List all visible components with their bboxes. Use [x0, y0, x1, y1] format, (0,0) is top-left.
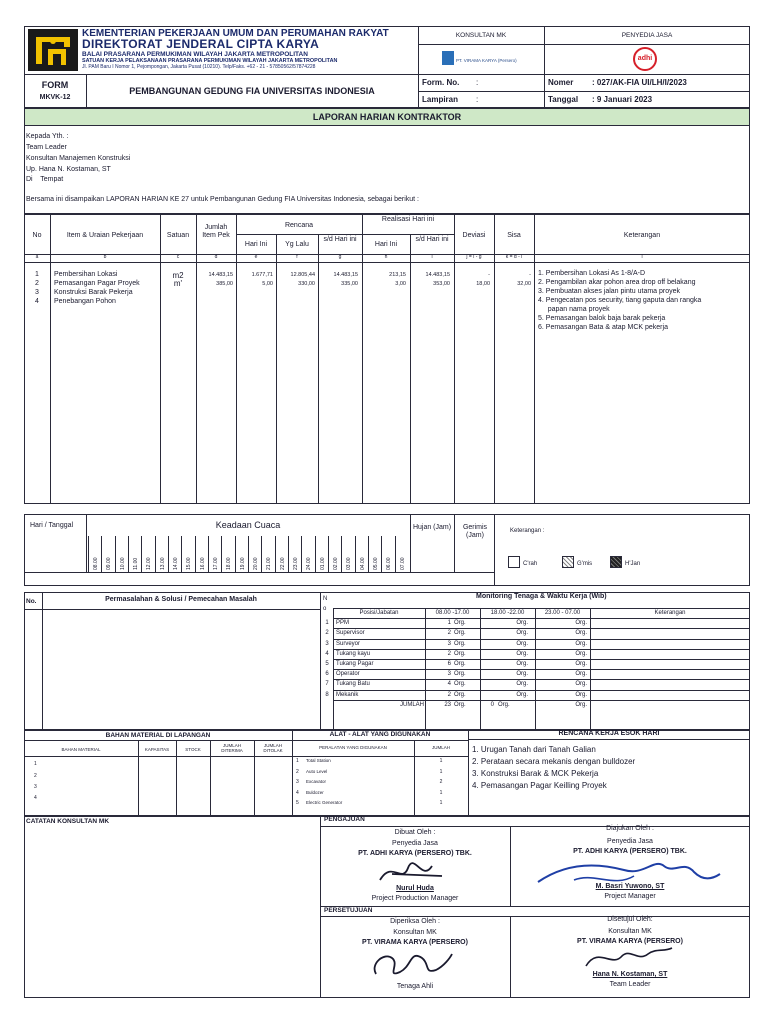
- sig-checked-by: Dibuat Oleh :: [394, 829, 436, 836]
- tool-row-name: Electric Generator: [306, 800, 343, 805]
- mp-total-2: 0: [490, 701, 494, 708]
- hour-label: 14.00: [173, 557, 179, 570]
- col-realisasi-hari: Hari Ini: [374, 241, 398, 248]
- legend-gerimis: G'mis: [577, 561, 593, 567]
- manpower-title: Monitoring Tenaga & Waktu Kerja (Wib): [476, 593, 607, 600]
- addressee-line: Kepada Yth. :: [26, 133, 69, 140]
- mp-row-unit-2: Org.: [516, 681, 528, 688]
- tool-row-name: Total Station: [306, 758, 331, 763]
- tool-row-qty: 1: [439, 768, 443, 775]
- mp-row-position: Tukang Pagar: [336, 661, 374, 667]
- row-no: 1: [35, 271, 39, 278]
- form-label: FORM: [41, 80, 69, 90]
- row-item: Penebangan Pohon: [54, 298, 116, 305]
- hour-label: 16.00: [199, 557, 206, 570]
- hour-label: 15.00: [186, 557, 193, 570]
- mp-row-unit: Org.: [454, 650, 466, 657]
- mp-row-count: 1: [447, 620, 451, 627]
- sig-approved-by: Disetujui Oleh:: [607, 916, 653, 923]
- mp-row-count: 2: [447, 691, 451, 698]
- mp-row-unit-3: Org.: [575, 681, 587, 688]
- hour-grid: [88, 536, 408, 572]
- material-row: 1: [34, 761, 37, 767]
- hour-cell: [101, 536, 114, 572]
- mp-row-unit: Org.: [454, 640, 466, 647]
- grid-line: [333, 649, 750, 650]
- mp-row-unit-3: Org.: [575, 671, 587, 678]
- ministry-name: KEMENTERIAN PEKERJAAN UMUM DAN PERUMAHAN RAKYAT: [82, 28, 389, 39]
- hour-cell: [328, 536, 341, 572]
- grid-line: [333, 659, 334, 669]
- mp-row-count: 2: [447, 650, 451, 657]
- sig-approved-name: Hana N. Kostaman, ST: [592, 971, 668, 978]
- sig-checked-role: Penyedia Jasa: [392, 840, 438, 847]
- mp-row-no: 5: [325, 661, 329, 667]
- hour-label: 20.00: [253, 557, 259, 570]
- hour-label: 17.00: [213, 557, 219, 570]
- tool-row-qty: 1: [439, 800, 443, 806]
- sig-reviewed-by: Diperiksa Oleh :: [390, 918, 440, 925]
- row-no: 4: [35, 298, 39, 305]
- mp-row-no: 2: [325, 630, 329, 637]
- col-ditolak: JUMLAH DITOLAK: [263, 743, 283, 754]
- grid-line: [333, 700, 750, 701]
- letter-i: i: [431, 254, 433, 260]
- grid-line: [333, 679, 750, 680]
- mp-row-unit: Org.: [454, 630, 466, 637]
- grid-line: [333, 669, 334, 679]
- tools-title: ALAT - ALAT YANG DIGUNAKAN: [329, 731, 431, 738]
- materials-title: BAHAN MATERIAL DI LAPANGAN: [105, 732, 211, 739]
- tool-row-no: 4: [296, 789, 299, 796]
- row-deviasi: 18,00: [476, 281, 490, 287]
- sig-checked-title: Project Production Manager: [371, 895, 459, 902]
- addressee-line: Up. Hana N. Kostaman, ST: [26, 166, 111, 173]
- tool-row-no: 1: [296, 758, 299, 764]
- directorate-name: DIREKTORAT JENDERAL CIPTA KARYA: [82, 37, 320, 51]
- row-sisa: -: [529, 272, 531, 278]
- hour-label: 02.00: [333, 557, 339, 570]
- tool-row-name: Auto Level: [306, 768, 328, 774]
- hour-label: 04.00: [359, 557, 366, 570]
- tool-row-name: Excavator: [306, 779, 327, 784]
- row-resd: 14.483,15: [425, 272, 450, 278]
- grid-line: [333, 690, 334, 700]
- satker-name: SATUAN KERJA PELAKSANAAN PRASARANA PERMUKIMAN WILAYAH JAKARTA METROPOLITAN: [82, 58, 338, 64]
- manpower-table: [320, 608, 750, 730]
- letter-f: f: [296, 254, 298, 260]
- form-code: MKVK-12: [39, 94, 71, 101]
- hour-cell: [261, 536, 274, 572]
- material-row: 2: [34, 773, 37, 779]
- manpower-o-label: o: [323, 606, 327, 612]
- plan-item: 1. Urugan Tanah dari Tanah Galian: [472, 745, 596, 754]
- addressee-line: Konsultan Manajemen Konstruksi: [26, 155, 131, 162]
- address: Jl. PAM Baru I Nomor 1, Pejompongan, Jakarta Pusat (10210). Telp/Faks. +62 - 21 - 57850562/57874228: [82, 64, 316, 70]
- hour-label: 11.00: [133, 557, 139, 570]
- letter-c: c: [176, 254, 180, 260]
- col-posisi: Posisi/Jabatan: [359, 610, 399, 616]
- hour-label: 23.00: [293, 557, 299, 570]
- hour-label: 01.00: [319, 557, 326, 570]
- addressee-line: Team Leader: [26, 144, 67, 151]
- mp-row-unit-2: Org.: [516, 630, 528, 637]
- col-mp-keterangan: Keterangan: [654, 610, 686, 616]
- material-row: 4: [34, 795, 37, 801]
- sig-reviewed-title: Tenaga Ahli: [396, 983, 434, 990]
- hour-cell: [168, 536, 181, 572]
- grid-line: [333, 639, 334, 649]
- col-rencana-lalu: Yg Lalu: [285, 241, 309, 248]
- tool-row-name: Buldozer: [306, 789, 324, 795]
- ministry-logo-icon: [28, 29, 78, 71]
- hour-label: 06.00: [386, 557, 393, 570]
- sig-submitted-role: Penyedia Jasa: [607, 838, 653, 845]
- mp-row-position: Supervisor: [336, 630, 365, 637]
- mp-row-unit-2: Org.: [516, 620, 528, 627]
- sig-submitted-name: M. Basri Yuwono, ST: [595, 883, 665, 890]
- grid-line: [333, 669, 750, 670]
- hour-cell: [141, 536, 154, 572]
- row-rhari: 5,00: [262, 281, 273, 287]
- lampiran-sep: :: [476, 95, 479, 104]
- mp-row-unit-2: Org.: [516, 640, 528, 647]
- col-item: Item & Uraian Pekerjaan: [66, 232, 144, 239]
- col-keterangan: Keterangan: [623, 232, 661, 239]
- form-no-label: Form. No.: [422, 78, 460, 87]
- mp-row-count: 4: [447, 681, 451, 688]
- letter-g: g: [338, 254, 342, 260]
- grid-line: [333, 659, 750, 660]
- grid-line: [333, 628, 334, 638]
- col-kapasitas: KAPASITAS: [144, 747, 170, 752]
- mp-row-position: Operator: [336, 671, 360, 678]
- mp-row-unit: Org.: [454, 681, 466, 688]
- hour-label: 03.00: [346, 557, 353, 570]
- tool-row-no: 2: [296, 768, 299, 775]
- col-rencana-sd: s/d Hari ini: [323, 236, 357, 243]
- sig-approved-company: PT. VIRAMA KARYA (PERSERO): [577, 938, 683, 945]
- mp-row-count: 3: [447, 671, 451, 678]
- col-tool-name: PERALATAN YANG DIGUNAKAN: [319, 745, 387, 750]
- mp-total-count: 23: [444, 701, 451, 708]
- mp-row-unit-2: Org.: [516, 661, 528, 667]
- mp-row-unit: Org.: [454, 661, 466, 667]
- mp-row-unit-3: Org.: [575, 650, 587, 657]
- row-sisa: 32,00: [517, 281, 531, 287]
- intro-text: Bersama ini disampaikan LAPORAN HARIAN KE 27 untuk Pembangunan Gedung FIA Universitas Indonesia, sebagai berikut :: [26, 196, 419, 203]
- form-no-sep: :: [476, 78, 479, 87]
- tool-row-no: 5: [296, 800, 299, 806]
- sig-approved-title: Team Leader: [609, 981, 651, 988]
- plan-item: 3. Konstruksi Barak & MCK Pekerja: [472, 769, 599, 778]
- consultant-label: KONSULTAN MK: [455, 32, 507, 39]
- mp-row-position: Surveyor: [336, 640, 361, 647]
- grid-line: [333, 618, 750, 619]
- signature-nurul-huda-icon: [372, 856, 452, 888]
- legend-hujan: H'Jan: [625, 561, 641, 567]
- hour-label: 08.00: [93, 557, 99, 570]
- mp-row-unit-3: Org.: [575, 691, 587, 698]
- col-shift-2: 18.00 -22.00: [490, 610, 525, 616]
- project-title: PEMBANGUNAN GEDUNG FIA UNIVERSITAS INDONESIA: [129, 86, 375, 96]
- hour-label: 10.00: [119, 557, 126, 570]
- tool-row-qty: 2: [439, 779, 443, 785]
- signature-hana-kostaman-icon: [578, 942, 678, 972]
- grid-line: [333, 649, 334, 659]
- mp-row-unit: Org.: [454, 671, 466, 678]
- row-rsd: 335,00: [341, 281, 358, 287]
- tool-row-no: 3: [296, 779, 299, 785]
- sig-submitted-by: Diajukan Oleh :: [606, 825, 654, 832]
- hour-cell: [248, 536, 261, 572]
- letter-h: h: [384, 254, 388, 260]
- mp-row-unit-3: Org.: [575, 630, 587, 637]
- hour-cell: [341, 536, 354, 572]
- mp-row-no: 8: [325, 691, 329, 698]
- material-row: 3: [34, 784, 37, 790]
- col-deviasi: Deviasi: [462, 232, 486, 239]
- row-rsd: 14.483,15: [333, 272, 358, 278]
- keterangan-line: 1. Pembersihan Lokasi As 1-8/A-D: [538, 270, 645, 277]
- row-satuan: m': [173, 279, 183, 288]
- mp-row-no: 1: [325, 620, 329, 627]
- grid-line: [333, 628, 750, 629]
- keterangan-line: 3. Pembuatan akses jalan pintu utama proyek: [538, 288, 681, 295]
- plan-item: 2. Perataan secara mekanis dengan bulldozer: [472, 757, 636, 766]
- row-jumlah: 385,00: [216, 281, 233, 287]
- hour-label: 13.00: [159, 557, 166, 570]
- col-satuan: Satuan: [166, 232, 190, 239]
- balai-name: BALAI PRASARANA PERMUKIMAN WILAYAH JAKARTA METROPOLITAN: [82, 51, 308, 58]
- hour-label: 05.00: [373, 557, 379, 570]
- row-rhari: 1.677,71: [251, 272, 273, 278]
- mp-row-no: 6: [325, 671, 329, 678]
- letter-l: l: [641, 254, 643, 260]
- letter-a: a: [35, 254, 39, 260]
- hour-cell: [288, 536, 301, 572]
- manpower-n-label: N: [323, 596, 328, 602]
- col-shift-3: 23.00 - 07.00: [544, 610, 581, 616]
- mp-row-unit: Org.: [454, 691, 466, 698]
- mp-total-label: JUMLAH: [399, 701, 424, 708]
- mp-row-unit: Org.: [454, 620, 466, 627]
- hour-cell: [315, 536, 328, 572]
- hour-cell: [208, 536, 221, 572]
- tool-row-qty: 1: [439, 758, 443, 764]
- sig-checked-name: Nurul Huda: [396, 885, 434, 892]
- gerimis-label: Gerimis (Jam): [462, 524, 488, 540]
- catatan-title: CATATAN KONSULTAN MK: [26, 818, 110, 825]
- mp-total-unit-3: Org.: [575, 701, 587, 708]
- row-item: Pembersihan Lokasi: [54, 271, 118, 278]
- col-sisa: Sisa: [507, 232, 521, 239]
- report-title: LAPORAN HARIAN KONTRAKTOR: [312, 112, 462, 122]
- hour-cell: [195, 536, 208, 572]
- col-realisasi-sd: s/d Hari ini: [415, 236, 449, 243]
- mp-row-no: 3: [325, 640, 329, 647]
- hari-tanggal-label: Hari / Tanggal: [30, 522, 74, 529]
- lampiran-label: Lampiran: [422, 95, 459, 104]
- weather-keterangan-label: Keterangan :: [510, 528, 545, 534]
- mp-row-count: 3: [447, 640, 451, 647]
- hour-cell: [221, 536, 234, 572]
- keterangan-line: papan nama proyek: [538, 306, 610, 313]
- plan-title: RENCANA KERJA ESOK HARI: [558, 730, 660, 737]
- mp-row-position: Tukang kayu: [336, 650, 371, 657]
- row-rlalu: 330,00: [298, 281, 315, 287]
- keterangan-line: 5. Pemasangan balok baja barak pekerja: [538, 315, 666, 322]
- hour-cell: [155, 536, 168, 572]
- adhi-logo-text: adhi: [637, 55, 653, 62]
- row-jumlah: 14.483,15: [208, 272, 233, 278]
- row-satuan: m2: [172, 271, 184, 280]
- row-rehari: 213,15: [389, 272, 406, 278]
- addressee-line: Di Tempat: [26, 176, 64, 183]
- hour-label: 07.00: [399, 557, 406, 570]
- pengajuan-title: PENGAJUAN: [324, 816, 365, 823]
- weather-title: Keadaan Cuaca: [215, 520, 281, 530]
- nomer-value: : 027/AK-FIA UI/LH/I/2023: [592, 78, 687, 87]
- sig-submitted-company: PT. ADHI KARYA (PERSERO) TBK.: [573, 848, 687, 855]
- col-bahan: BAHAN MATERIAL: [61, 747, 101, 752]
- persetujuan-title: PERSETUJUAN: [324, 907, 373, 914]
- mp-row-unit-3: Org.: [575, 661, 587, 667]
- tools-list: [292, 758, 468, 816]
- mp-total-unit: Org.: [454, 701, 466, 708]
- mp-row-no: 7: [325, 681, 329, 688]
- mp-row-position: Mekanik: [336, 691, 359, 698]
- letter-b: b: [103, 254, 107, 260]
- col-shift-1: 08.00 -17.00: [435, 610, 470, 616]
- grid-line: [333, 618, 334, 628]
- hour-cell: [115, 536, 128, 572]
- col-rencana: Rencana: [284, 222, 314, 229]
- hour-cell: [181, 536, 194, 572]
- hour-cell: [88, 536, 101, 572]
- plan-item: 4. Pemasangan Pagar Keilling Proyek: [472, 781, 607, 790]
- hour-cell: [381, 536, 394, 572]
- letter-j: j = i - g: [466, 254, 482, 260]
- col-no: No: [32, 232, 42, 239]
- hour-label: 22.00: [279, 557, 286, 570]
- keterangan-line: 2. Pengambilan akar pohon area drop off belakang: [538, 279, 696, 286]
- mp-row-unit-3: Org.: [575, 640, 587, 647]
- row-item: Konstruksi Barak Pekerja: [54, 289, 133, 296]
- hour-label: 18.00: [226, 557, 233, 570]
- mp-row-unit-2: Org.: [516, 650, 528, 657]
- sig-reviewed-role: Konsultan MK: [393, 929, 437, 936]
- tanggal-label: Tanggal: [548, 95, 579, 104]
- sig-approved-role: Konsultan MK: [608, 928, 652, 935]
- sig-checked-company: PT. ADHI KARYA (PERSERO) TBK.: [358, 850, 472, 857]
- mp-row-position: Tukang Batu: [336, 681, 370, 688]
- hour-cell: [235, 536, 248, 572]
- mp-row-position: PPM: [336, 620, 350, 627]
- keterangan-line: 4. Pengecatan pos security, tiang gaputa dan rangka: [538, 297, 702, 304]
- sig-reviewed-company: PT. VIRAMA KARYA (PERSERO): [362, 939, 468, 946]
- mp-row-no: 4: [325, 650, 329, 657]
- mp-row-unit-2: Org.: [516, 691, 528, 698]
- mp-total-unit-2: Org.: [498, 701, 510, 708]
- hour-cell: [368, 536, 381, 572]
- col-diterima: JUMLAH DITERIMA: [221, 743, 243, 754]
- col-jumlah: Jumlah Item Pek: [202, 224, 230, 240]
- letter-k: k = d - i: [505, 254, 523, 260]
- nomer-label: Nomer: [548, 78, 574, 87]
- hour-label: 09.00: [106, 557, 113, 570]
- col-rencana-hari: Hari Ini: [244, 241, 268, 248]
- hour-cell: [355, 536, 368, 572]
- hour-cell: [395, 536, 408, 572]
- hour-cell: [275, 536, 288, 572]
- grid-line: [333, 639, 750, 640]
- hour-label: 21.00: [266, 557, 273, 570]
- hour-cell: [301, 536, 314, 572]
- letter-d: d: [214, 254, 218, 260]
- virama-logo-icon: [442, 51, 454, 65]
- row-no: 3: [35, 289, 39, 296]
- row-rlalu: 12.805,44: [290, 272, 315, 278]
- mp-row-count: 6: [447, 661, 451, 667]
- grid-line: [333, 690, 750, 691]
- legend-cerah-swatch: [508, 556, 520, 568]
- keterangan-line: 6. Pemasangan Bata & atap MCK pekerja: [538, 324, 668, 331]
- legend-cerah: C'rah: [523, 561, 538, 567]
- sig-submitted-title: Project Manager: [604, 893, 656, 900]
- mp-row-count: 2: [447, 630, 451, 637]
- problems-no-label: No.: [26, 598, 37, 605]
- hour-label: 19.00: [239, 557, 246, 570]
- problems-title: Permasalahan & Solusi / Pemecahan Masalah: [105, 596, 257, 603]
- row-no: 2: [35, 280, 39, 287]
- mp-row-unit-3: Org.: [575, 620, 587, 627]
- signature-tenaga-ahli-icon: [366, 944, 456, 982]
- row-deviasi: -: [488, 272, 490, 278]
- col-realisasi: Realisasi Hari ini: [381, 216, 435, 223]
- hujan-label: Hujan (Jam): [412, 524, 452, 531]
- hour-label: 12.00: [146, 557, 153, 570]
- grid-line: [333, 679, 334, 689]
- row-rehari: 3,00: [395, 281, 406, 287]
- row-resd: 353,00: [433, 281, 450, 287]
- row-item: Pemasangan Pagar Proyek: [54, 280, 140, 287]
- hour-cell: [128, 536, 141, 572]
- legend-gerimis-swatch: [562, 556, 574, 568]
- letter-e: e: [254, 254, 258, 260]
- consultant-logo-text: PT. VIRAMA KARYA (Persero): [456, 58, 517, 63]
- col-tool-qty: JUMLAH: [431, 745, 450, 750]
- col-stock: STOCK: [185, 747, 201, 752]
- legend-hujan-swatch: [610, 556, 622, 568]
- tanggal-value: : 9 Januari 2023: [592, 95, 653, 104]
- hour-label: 24.00: [306, 557, 313, 570]
- tool-row-qty: 1: [439, 789, 443, 796]
- provider-label: PENYEDIA JASA: [621, 32, 673, 39]
- mp-row-unit-2: Org.: [516, 671, 528, 678]
- grid-line: [333, 608, 334, 618]
